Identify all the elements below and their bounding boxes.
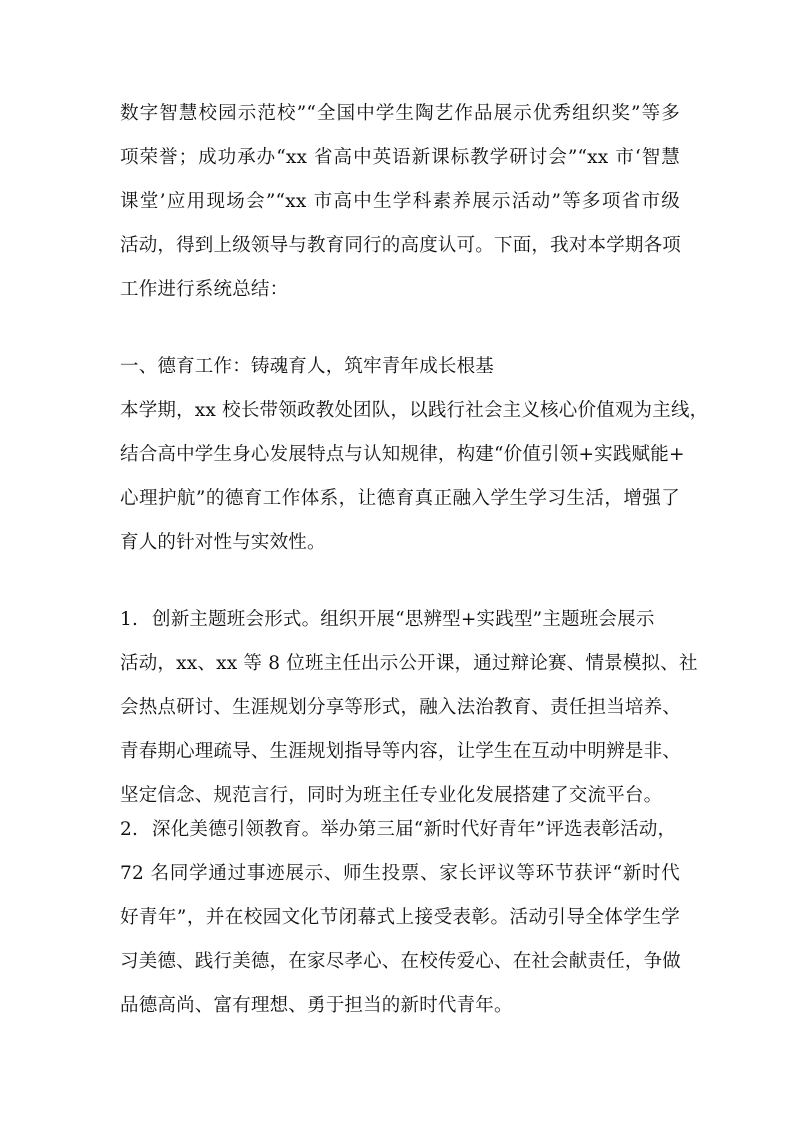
intro-line-1: 数字智慧校园示范校”“全国中学生陶艺作品展示优秀组织奖”等多 (120, 103, 680, 124)
section-line-2: 结合高中学生身心发展特点与认知规律，构建“价值引领+实践赋能+ (120, 444, 685, 465)
section-line-4: 育人的针对性与实效性。 (120, 532, 326, 553)
list-item-1-number: 1. (120, 609, 139, 630)
list-item-1-line-2: 活动，xx、xx 等 8 位班主任出示公开课，通过辩论赛、情景模拟、社 (120, 653, 698, 674)
intro-line-2: 项荣誉；成功承办“xx 省高中英语新课标教学研讨会”“xx 市‘智慧 (120, 147, 680, 168)
list-item-2-line-5: 品德高尚、富有理想、勇于担当的新时代青年。 (120, 995, 513, 1016)
list-item-1-line-3: 会热点研讨、生涯规划分享等形式，融入法治教育、责任担当培养、 (120, 697, 682, 718)
intro-line-5: 工作进行系统总结： (120, 279, 289, 300)
list-item-1-line-4: 青春期心理疏导、生涯规划指导等内容，让学生在互动中明辨是非、 (120, 741, 682, 762)
list-item-2-text: 深化美德引领教育。举办第三届“新时代好青年”评选表彰活动， (152, 819, 677, 840)
list-item-2-line-3: 好青年”，并在校园文化节闭幕式上接受表彰。活动引导全体学生学 (120, 907, 680, 928)
section-line-1: 本学期，xx 校长带领政教处团队，以践行社会主义核心价值观为主线， (120, 400, 709, 421)
section-line-3: 心理护航”的德育工作体系，让德育真正融入学生学习生活，增强了 (120, 488, 680, 509)
section-heading: 一、德育工作：铸魂育人，筑牢青年成长根基 (120, 356, 495, 377)
list-item-1-first-line (120, 608, 680, 632)
list-item-2-first-line (120, 818, 680, 842)
intro-line-3: 课堂’应用现场会”“xx 市高中生学科素养展示活动”等多项省市级 (120, 191, 680, 212)
list-item-1-line-5: 坚定信念、规范言行，同时为班主任专业化发展搭建了交流平台。 (120, 785, 663, 806)
list-item-2-line-4: 习美德、践行美德，在家尽孝心、在校传爱心、在社会献责任，争做 (120, 951, 682, 972)
list-item-2-number: 2. (120, 819, 139, 840)
list-item-1-text: 创新主题班会形式。组织开展“思辨型+实践型”主题班会展示 (152, 609, 655, 630)
intro-line-4: 活动，得到上级领导与教育同行的高度认可。下面，我对本学期各项 (120, 235, 682, 256)
list-item-2-line-2: 72 名同学通过事迹展示、师生投票、家长评议等环节获评“新时代 (120, 863, 680, 884)
